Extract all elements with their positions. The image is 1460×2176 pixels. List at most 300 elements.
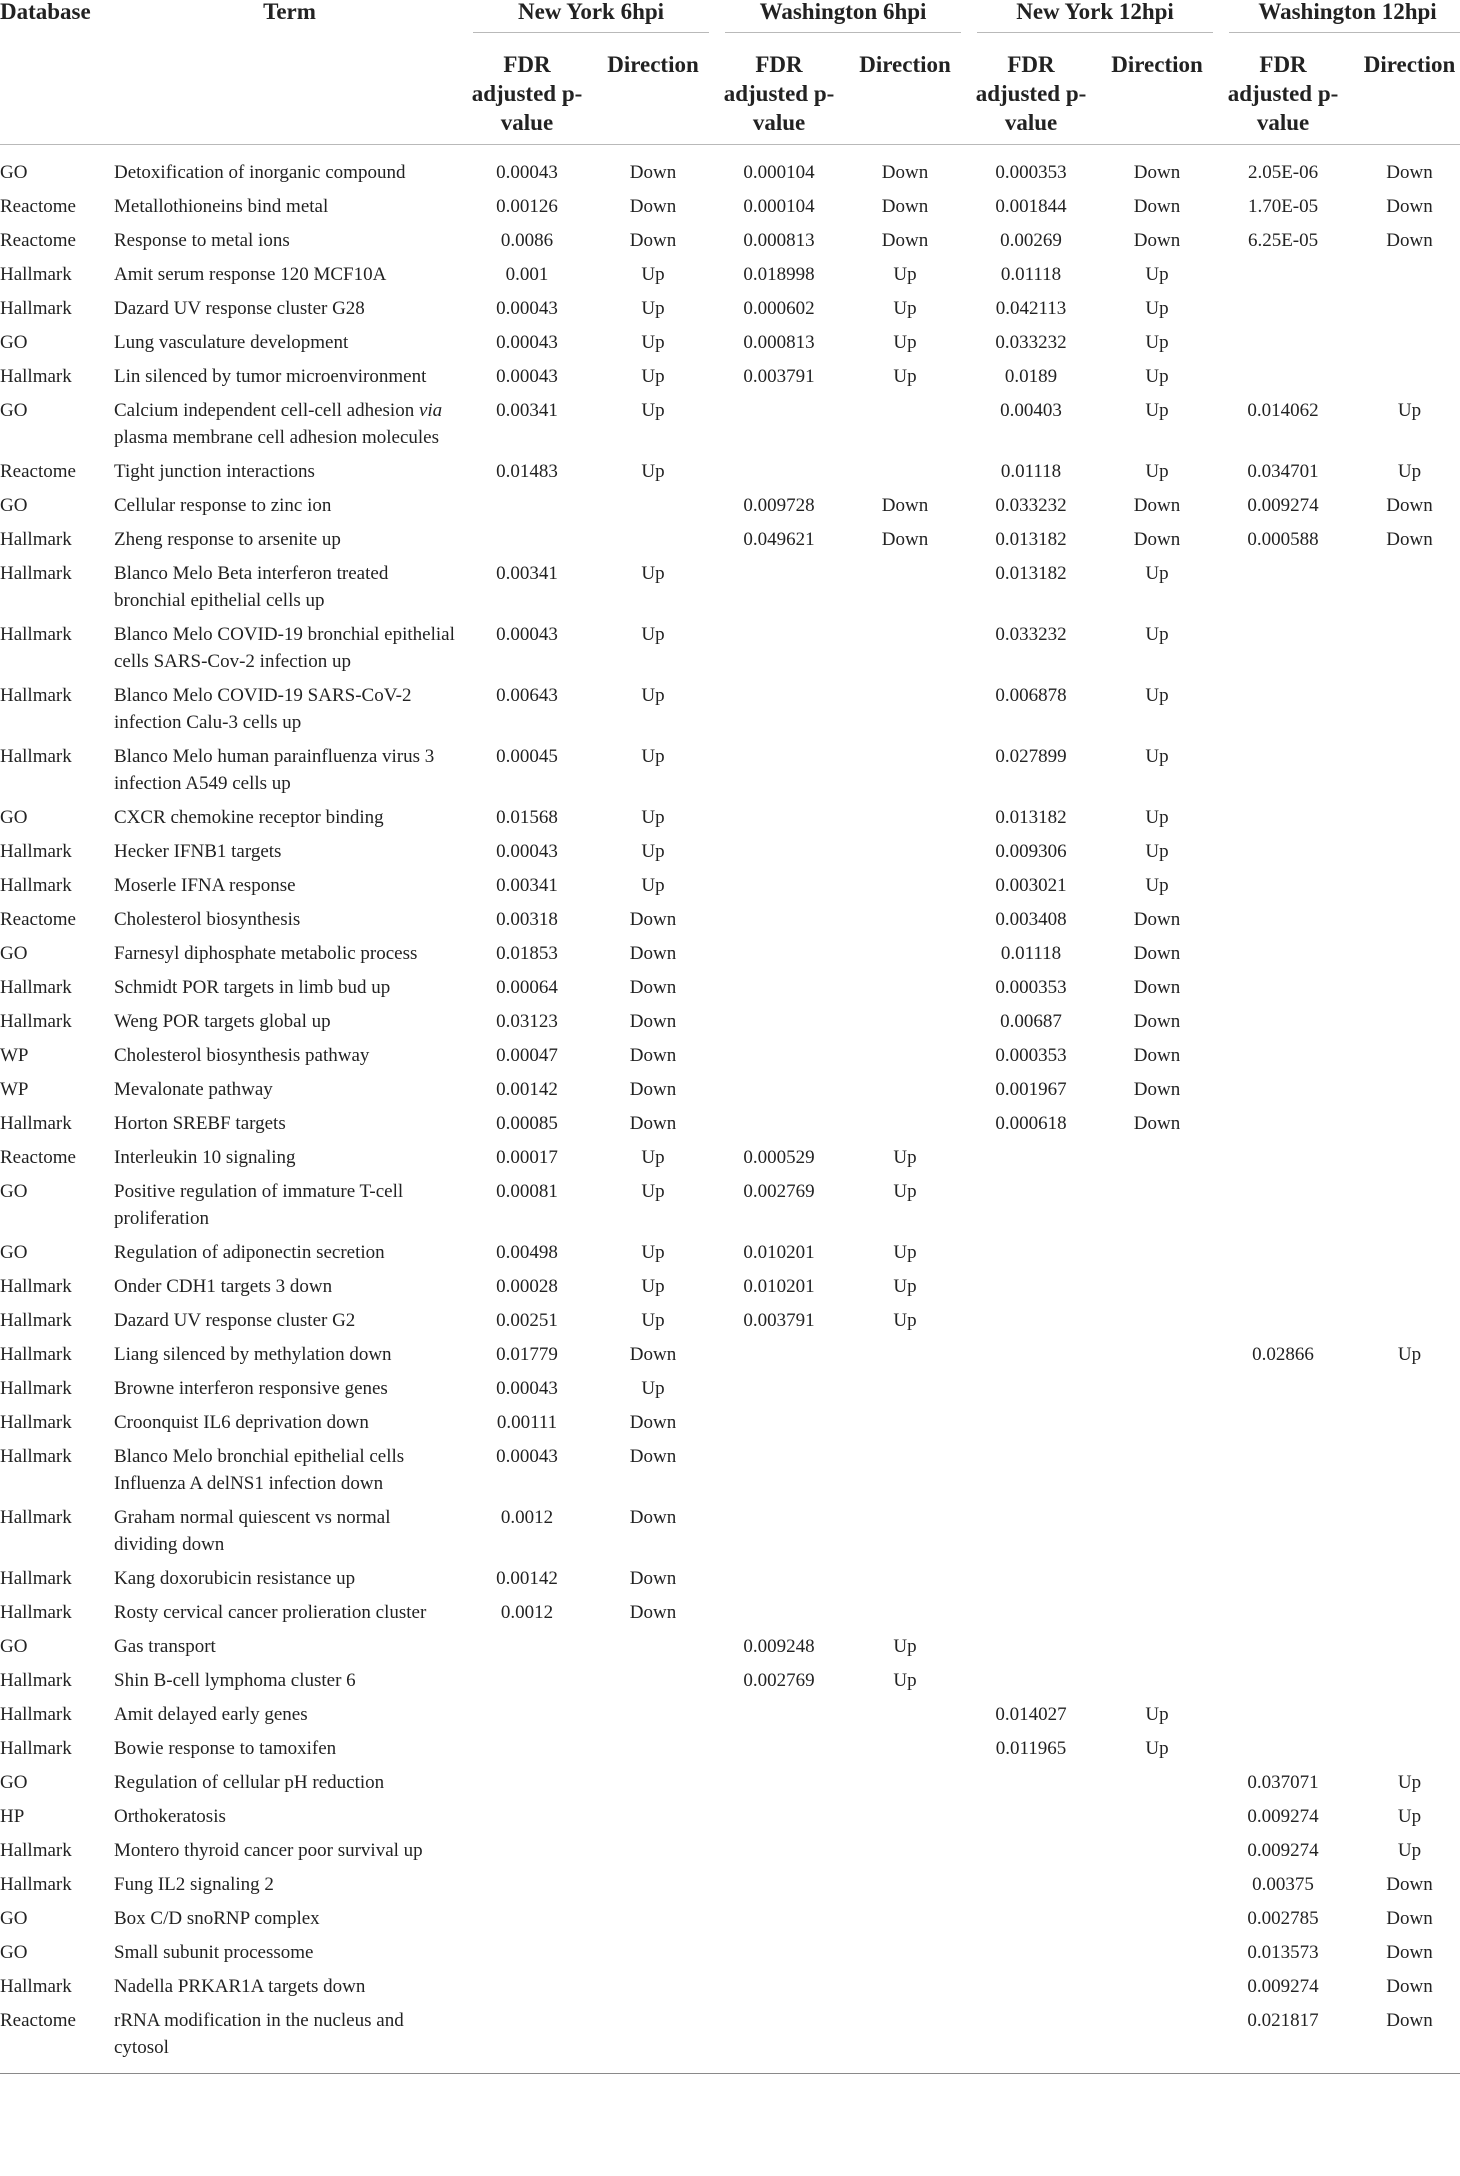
header-group-newyork-12hpi: New York 12hpi [969, 0, 1221, 44]
cell-direction [841, 1558, 969, 1592]
header-fdr: FDR adjusted p-value [969, 44, 1093, 145]
cell-database: Hallmark [0, 841, 72, 862]
cell-fdr [717, 1966, 841, 2000]
cell-fdr: 0.00043 [496, 841, 558, 862]
table-row [0, 675, 1460, 736]
cell-direction: Up [641, 807, 665, 828]
table-row [0, 1035, 1460, 1069]
cell-fdr [1221, 1592, 1345, 1626]
header-direction: Direction [1093, 44, 1221, 145]
cell-term: Croonquist IL6 deprivation down [114, 1412, 369, 1433]
cell-term: Shin B-cell lymphoma cluster 6 [114, 1670, 356, 1691]
cell-fdr: 0.002785 [1247, 1908, 1319, 1929]
cell-direction [841, 1932, 969, 1966]
cell-direction [841, 390, 969, 451]
cell-direction: Down [629, 196, 677, 217]
table-row [0, 220, 1460, 254]
cell-database: Hallmark [0, 1113, 72, 1134]
cell-direction [841, 1497, 969, 1558]
cell-fdr: 0.00375 [1252, 1874, 1314, 1895]
cell-fdr [1221, 1728, 1345, 1762]
cell-direction [1345, 254, 1460, 288]
cell-fdr [1221, 1300, 1345, 1334]
cell-direction: Down [1133, 1079, 1181, 1100]
table-row [0, 1001, 1460, 1035]
cell-fdr: 0.0189 [1004, 366, 1058, 387]
cell-fdr [1221, 797, 1345, 831]
cell-fdr [717, 1592, 841, 1626]
cell-fdr [465, 1932, 589, 1966]
cell-direction: Up [1145, 841, 1169, 862]
cell-fdr: 0.009274 [1247, 1806, 1319, 1827]
header-group-newyork-6hpi: New York 6hpi [465, 0, 717, 44]
cell-fdr [1221, 831, 1345, 865]
cell-fdr: 0.009274 [1247, 1840, 1319, 1861]
cell-fdr [969, 1334, 1093, 1368]
header-direction: Direction [1345, 44, 1460, 145]
cell-direction [1345, 797, 1460, 831]
cell-direction: Down [629, 1113, 677, 1134]
cell-direction [1345, 553, 1460, 614]
header-direction: Direction [841, 44, 969, 145]
cell-direction [1093, 1497, 1221, 1558]
cell-direction: Up [641, 875, 665, 896]
cell-fdr [969, 1592, 1093, 1626]
cell-term: Blanco Melo human parainfluenza virus 3 infection A549 cells up [114, 746, 435, 794]
cell-database: Hallmark [0, 1344, 72, 1365]
cell-direction [841, 797, 969, 831]
cell-database: Hallmark [0, 1670, 72, 1691]
cell-direction [1345, 865, 1460, 899]
table-row [0, 1660, 1460, 1694]
cell-direction [1093, 1171, 1221, 1232]
cell-fdr: 0.010201 [743, 1242, 815, 1263]
cell-fdr: 0.00251 [496, 1310, 558, 1331]
cell-direction: Up [641, 746, 665, 767]
cell-direction [589, 1694, 717, 1728]
cell-fdr [717, 390, 841, 451]
cell-fdr [465, 2000, 589, 2074]
cell-direction: Down [1345, 2000, 1460, 2074]
cell-fdr [1221, 1368, 1345, 1402]
cell-direction: Down [1386, 162, 1433, 183]
cell-database: Hallmark [0, 1446, 72, 1467]
cell-direction [1093, 1660, 1221, 1694]
cell-direction: Up [1145, 1738, 1169, 1759]
cell-direction: Up [1145, 624, 1169, 645]
cell-term: Moserle IFNA response [114, 875, 296, 896]
cell-direction [1345, 736, 1460, 797]
cell-database: Hallmark [0, 529, 72, 550]
table-row [0, 1266, 1460, 1300]
cell-fdr: 0.00126 [496, 196, 558, 217]
cell-fdr: 0.00341 [496, 400, 558, 421]
cell-term: Onder CDH1 targets 3 down [114, 1276, 333, 1297]
cell-fdr [1221, 736, 1345, 797]
cell-fdr [1221, 356, 1345, 390]
cell-fdr: 0.01118 [1000, 943, 1062, 964]
cell-fdr: 0.009248 [743, 1636, 815, 1657]
cell-database: Hallmark [0, 1704, 72, 1725]
table-row [0, 865, 1460, 899]
table-row [0, 1497, 1460, 1558]
cell-direction [1093, 1266, 1221, 1300]
cell-fdr [717, 736, 841, 797]
cell-fdr [969, 1232, 1093, 1266]
cell-fdr [717, 1558, 841, 1592]
cell-fdr: 0.001967 [995, 1079, 1067, 1100]
cell-direction: Up [1397, 400, 1422, 421]
cell-database: Reactome [0, 2000, 114, 2074]
cell-fdr: 0.00081 [496, 1181, 558, 1202]
cell-direction: Up [1145, 461, 1169, 482]
cell-fdr: 0.00643 [496, 685, 558, 706]
cell-fdr [465, 1762, 589, 1796]
cell-direction [589, 1932, 717, 1966]
cell-direction [1345, 288, 1460, 322]
cell-fdr: 0.037071 [1247, 1772, 1319, 1793]
cell-fdr [465, 1864, 589, 1898]
cell-direction: Down [629, 1602, 677, 1623]
cell-direction: Up [1397, 461, 1422, 482]
cell-direction [589, 485, 717, 519]
cell-direction: Up [641, 624, 665, 645]
cell-term: Rosty cervical cancer prolieration cluster [114, 1602, 427, 1623]
cell-direction: Up [893, 366, 917, 387]
cell-direction [1093, 1932, 1221, 1966]
cell-fdr [1221, 1001, 1345, 1035]
table-row [0, 1232, 1460, 1266]
cell-direction [1093, 1864, 1221, 1898]
cell-direction: Up [1145, 366, 1169, 387]
cell-direction: Down [629, 1507, 677, 1528]
cell-fdr [465, 1796, 589, 1830]
table-row [0, 451, 1460, 485]
table-row [0, 1626, 1460, 1660]
cell-term: Amit delayed early genes [114, 1704, 308, 1725]
cell-direction: Down [881, 162, 929, 183]
cell-fdr [465, 1898, 589, 1932]
cell-direction: Up [641, 1242, 665, 1263]
cell-fdr [717, 1762, 841, 1796]
cell-fdr [969, 1966, 1093, 2000]
cell-fdr: 0.00269 [1000, 230, 1062, 251]
header-term: Term [263, 0, 316, 24]
cell-direction: Down [629, 1045, 677, 1066]
cell-fdr [969, 1932, 1093, 1966]
cell-direction: Up [641, 461, 665, 482]
cell-fdr [1221, 1069, 1345, 1103]
cell-direction [841, 553, 969, 614]
cell-direction [841, 1001, 969, 1035]
cell-direction [1093, 1300, 1221, 1334]
cell-fdr [1221, 1171, 1345, 1232]
cell-direction [1093, 1558, 1221, 1592]
cell-fdr: 0.000813 [743, 230, 815, 251]
table-row [0, 322, 1460, 356]
cell-fdr: 0.00028 [496, 1276, 558, 1297]
cell-fdr: 0.0086 [500, 230, 554, 251]
cell-fdr: 0.009728 [743, 495, 815, 516]
cell-direction [1345, 1103, 1460, 1137]
cell-term: Blanco Melo COVID-19 SARS-CoV-2 infection Calu-3 cells up [114, 685, 412, 733]
cell-direction: Down [881, 196, 929, 217]
cell-fdr: 0.00111 [496, 1412, 558, 1433]
cell-direction [1345, 933, 1460, 967]
cell-fdr [717, 1898, 841, 1932]
cell-term: Dazard UV response cluster G2 [114, 1310, 356, 1331]
cell-direction [1345, 1626, 1460, 1660]
cell-database: Reactome [0, 1147, 76, 1168]
cell-fdr [1221, 1103, 1345, 1137]
cell-direction: Down [1133, 196, 1181, 217]
header-direction: Direction [589, 44, 717, 145]
cell-term: Browne interferon responsive genes [114, 1378, 388, 1399]
cell-fdr [1221, 1035, 1345, 1069]
cell-fdr: 0.001 [505, 264, 549, 285]
cell-fdr: 0.00687 [1000, 1011, 1062, 1032]
cell-database: Hallmark [0, 1412, 72, 1433]
cell-direction: Up [641, 685, 665, 706]
cell-fdr [969, 1762, 1093, 1796]
cell-fdr [969, 1626, 1093, 1660]
table-row [0, 1728, 1460, 1762]
cell-fdr [1221, 614, 1345, 675]
cell-fdr: 0.013573 [1247, 1942, 1319, 1963]
header-blank [114, 44, 465, 145]
cell-direction [589, 1864, 717, 1898]
cell-term: Hecker IFNB1 targets [114, 841, 282, 862]
cell-direction [1345, 1368, 1460, 1402]
cell-database: GO [0, 1636, 28, 1657]
cell-term: Blanco Melo COVID-19 bronchial epithelial cells SARS-Cov-2 infection up [114, 624, 455, 672]
cell-direction [1345, 1436, 1460, 1497]
cell-direction: Down [629, 1568, 677, 1589]
cell-term: Response to metal ions [114, 230, 290, 251]
cell-direction: Down [1386, 1908, 1433, 1929]
cell-direction [1345, 1592, 1460, 1626]
table-row [0, 1694, 1460, 1728]
cell-term: Metallothioneins bind metal [114, 196, 329, 217]
table-row [0, 1137, 1460, 1171]
cell-direction: Down [629, 977, 677, 998]
cell-direction [1093, 1368, 1221, 1402]
cell-direction [1345, 1035, 1460, 1069]
cell-fdr: 0.00403 [1000, 400, 1062, 421]
cell-fdr [1221, 899, 1345, 933]
cell-fdr [1221, 1497, 1345, 1558]
cell-fdr [1221, 322, 1345, 356]
cell-direction: Up [1397, 1806, 1422, 1827]
cell-fdr [969, 1660, 1093, 1694]
cell-direction [1345, 1497, 1460, 1558]
table-row [0, 736, 1460, 797]
header-fdr: FDR adjusted p-value [1221, 44, 1345, 145]
cell-fdr: 0.014027 [995, 1704, 1067, 1725]
cell-direction [841, 1436, 969, 1497]
cell-database: Hallmark [0, 977, 72, 998]
cell-database: GO [0, 495, 28, 516]
cell-fdr: 0.00341 [496, 563, 558, 584]
cell-database: Hallmark [0, 746, 72, 767]
table-row [0, 288, 1460, 322]
cell-fdr [717, 933, 841, 967]
cell-direction: Up [893, 1310, 917, 1331]
cell-direction: Down [1386, 196, 1433, 217]
cell-fdr [717, 831, 841, 865]
table-row [0, 145, 1460, 187]
cell-fdr: 0.002769 [743, 1181, 815, 1202]
table-row [0, 1864, 1460, 1898]
cell-term: Liang silenced by methylation down [114, 1344, 392, 1365]
cell-fdr: 0.00017 [496, 1147, 558, 1168]
cell-term: Blanco Melo Beta interferon treated bronchial epithelial cells up [114, 563, 389, 611]
cell-term: Box C/D snoRNP complex [114, 1908, 320, 1929]
cell-fdr [717, 1864, 841, 1898]
cell-fdr: 0.00043 [496, 624, 558, 645]
cell-direction [1345, 1266, 1460, 1300]
cell-fdr [1221, 1660, 1345, 1694]
cell-direction: Up [1145, 400, 1169, 421]
cell-fdr [465, 519, 589, 553]
cell-fdr: 0.000813 [743, 332, 815, 353]
cell-fdr: 0.003791 [743, 1310, 815, 1331]
table-row [0, 1762, 1460, 1796]
cell-direction: Up [893, 1276, 917, 1297]
cell-direction: Up [893, 1242, 917, 1263]
cell-fdr: 0.027899 [995, 746, 1067, 767]
cell-fdr [969, 1796, 1093, 1830]
cell-fdr: 0.00043 [496, 332, 558, 353]
cell-fdr [1221, 1266, 1345, 1300]
cell-direction: Down [629, 162, 677, 183]
cell-fdr: 0.009306 [995, 841, 1067, 862]
cell-fdr: 2.05E-06 [1247, 162, 1319, 183]
cell-fdr [717, 1402, 841, 1436]
cell-fdr: 0.021817 [1221, 2000, 1345, 2074]
table-row [0, 1171, 1460, 1232]
cell-fdr: 0.01853 [496, 943, 558, 964]
cell-fdr [465, 1694, 589, 1728]
cell-fdr: 0.00043 [496, 162, 558, 183]
cell-direction: Up [1145, 875, 1169, 896]
cell-fdr [1221, 1694, 1345, 1728]
cell-database: Hallmark [0, 1276, 72, 1297]
cell-database: GO [0, 1242, 28, 1263]
cell-direction: Down [1133, 1011, 1181, 1032]
cell-database: GO [0, 807, 28, 828]
cell-direction [1093, 1436, 1221, 1497]
cell-fdr: 0.00498 [496, 1242, 558, 1263]
cell-direction: Down [1133, 529, 1181, 550]
cell-fdr [717, 899, 841, 933]
cell-direction [841, 1762, 969, 1796]
cell-direction [1093, 2000, 1221, 2074]
cell-term: Blanco Melo bronchial epithelial cells Influenza A delNS1 infection down [114, 1446, 405, 1494]
cell-direction [841, 1966, 969, 2000]
table-row [0, 831, 1460, 865]
cell-fdr [717, 1103, 841, 1137]
table-row [0, 1300, 1460, 1334]
cell-direction [841, 1103, 969, 1137]
table-row [0, 967, 1460, 1001]
cell-direction: Down [1133, 230, 1181, 251]
cell-direction: Down [1133, 495, 1181, 516]
cell-fdr [1221, 865, 1345, 899]
cell-fdr [969, 1171, 1093, 1232]
cell-fdr: 0.042113 [995, 298, 1067, 319]
cell-fdr [465, 1660, 589, 1694]
cell-fdr [1221, 1137, 1345, 1171]
cell-fdr: 0.000353 [995, 1045, 1067, 1066]
table-row [0, 1898, 1460, 1932]
cell-direction: Up [641, 1378, 665, 1399]
cell-database: Hallmark [0, 685, 72, 706]
cell-direction [841, 831, 969, 865]
cell-fdr: 0.01568 [496, 807, 558, 828]
cell-database: Reactome [0, 230, 76, 251]
cell-fdr: 0.00064 [496, 977, 558, 998]
cell-fdr [969, 1137, 1093, 1171]
cell-direction [589, 1898, 717, 1932]
cell-fdr [969, 1830, 1093, 1864]
cell-database: GO [0, 400, 28, 421]
table-row [0, 933, 1460, 967]
cell-direction: Up [641, 264, 665, 285]
cell-direction [1345, 899, 1460, 933]
cell-fdr [1221, 1436, 1345, 1497]
cell-fdr [1221, 1558, 1345, 1592]
cell-direction [841, 1592, 969, 1626]
cell-direction: Down [1133, 1045, 1181, 1066]
cell-fdr [1221, 1626, 1345, 1660]
table-row [0, 186, 1460, 220]
cell-direction: Down [1133, 1113, 1181, 1134]
cell-term: Lin silenced by tumor microenvironment [114, 366, 427, 387]
cell-direction: Up [1397, 1840, 1422, 1861]
table-row [0, 1069, 1460, 1103]
cell-direction [841, 1830, 969, 1864]
cell-direction [841, 675, 969, 736]
cell-database: Hallmark [0, 1378, 72, 1399]
cell-direction [841, 1796, 969, 1830]
cell-fdr: 0.018998 [743, 264, 815, 285]
cell-direction [841, 1694, 969, 1728]
cell-term: Schmidt POR targets in limb bud up [114, 977, 391, 998]
cell-direction [589, 1660, 717, 1694]
cell-term: Fung IL2 signaling 2 [114, 1874, 274, 1895]
table-row [0, 356, 1460, 390]
cell-direction [589, 1966, 717, 2000]
cell-fdr [717, 614, 841, 675]
cell-direction: Up [641, 298, 665, 319]
cell-fdr: 0.033232 [995, 332, 1067, 353]
cell-term: Graham normal quiescent vs normal dividing down [114, 1507, 391, 1555]
table-row [0, 2000, 1460, 2074]
cell-fdr: 0.0012 [500, 1602, 554, 1623]
table-row [0, 1592, 1460, 1626]
cell-direction [841, 614, 969, 675]
cell-fdr [1221, 553, 1345, 614]
cell-direction [1093, 1830, 1221, 1864]
cell-direction [841, 1035, 969, 1069]
cell-database: HP [0, 1806, 25, 1827]
cell-fdr: 1.70E-05 [1247, 196, 1319, 217]
cell-fdr [1221, 288, 1345, 322]
cell-fdr [717, 1001, 841, 1035]
cell-fdr [717, 2000, 841, 2074]
table-row [0, 1558, 1460, 1592]
